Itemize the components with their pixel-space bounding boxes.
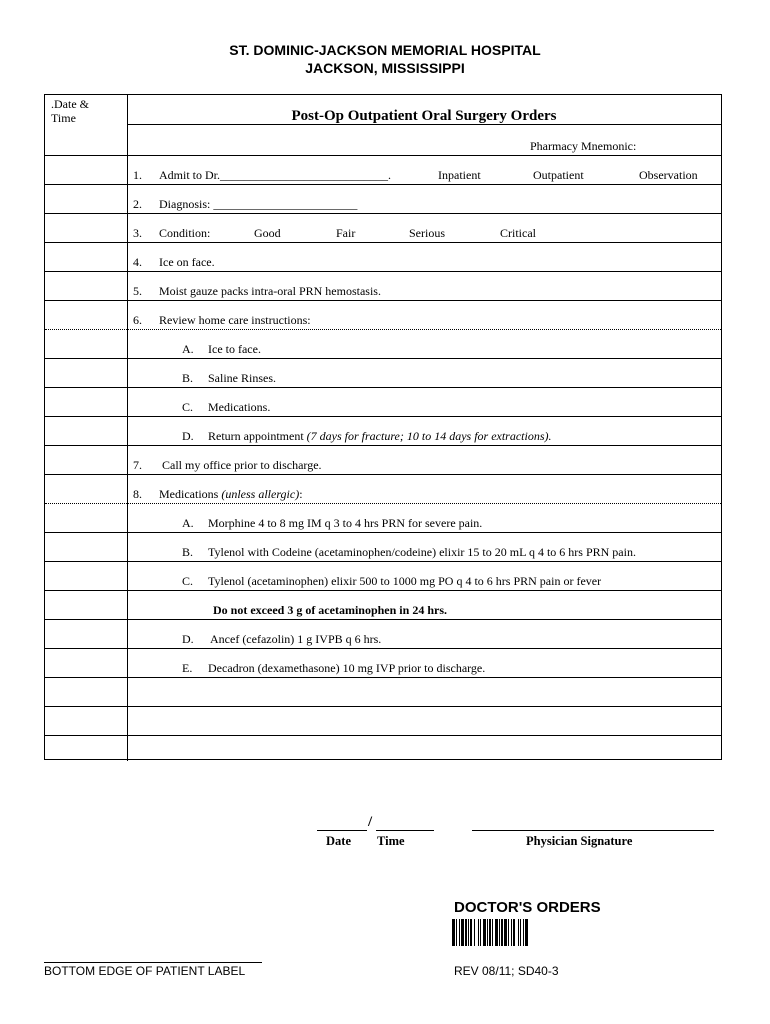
date-time-separator: / [368, 814, 373, 830]
form-title: Post-Op Outpatient Oral Surgery Orders [291, 108, 557, 124]
order-text: Call my office prior to discharge. [162, 458, 322, 472]
barcode-bar [523, 919, 524, 946]
admit-to-dr: Admit to Dr.____________________________. [159, 168, 392, 182]
order-text: Tylenol with Codeine (acetaminophen/codeine) elixir 15 to 20 mL q 4 to 6 hrs PRN pain. [208, 545, 636, 559]
sub-item-letter: B. [182, 545, 194, 559]
order-text: Return appointment (7 days for fracture; 10 to 14 days for extractions). [208, 429, 552, 443]
doctors-orders-title: DOCTOR'S ORDERS [454, 899, 601, 916]
condition-serious: Serious [409, 226, 445, 240]
barcode-bar [495, 919, 498, 946]
barcode-bar [520, 919, 521, 946]
barcode-bar [508, 919, 509, 946]
option-observation: Observation [639, 168, 698, 182]
barcode-bar [487, 919, 488, 946]
barcode-bar [489, 919, 491, 946]
condition-fair: Fair [336, 226, 356, 240]
sub-item-letter: D. [182, 429, 194, 443]
barcode-bar [474, 919, 475, 946]
hospital-location: JACKSON, MISSISSIPPI [305, 60, 465, 76]
acetaminophen-warning: Do not exceed 3 g of acetaminophen in 24 hrs. [213, 603, 447, 617]
sub-item-letter: A. [182, 342, 194, 356]
condition-critical: Critical [500, 226, 536, 240]
barcode-bar [511, 919, 512, 946]
date-column-divider [127, 95, 128, 761]
signature-line [472, 830, 714, 831]
sub-item-letter: B. [182, 371, 194, 385]
order-text: Ice to face. [208, 342, 261, 356]
option-outpatient: Outpatient [533, 168, 584, 182]
item-number: 2. [133, 197, 142, 211]
item-number: 1. [133, 168, 142, 182]
barcode-bar [501, 919, 503, 946]
order-text: Saline Rinses. [208, 371, 276, 385]
condition-label: Condition: [159, 226, 211, 240]
barcode-bar [452, 919, 455, 946]
date-label: .Date & [51, 97, 89, 111]
barcode-bar [499, 919, 500, 946]
barcode-bar [492, 919, 493, 946]
sub-item-letter: A. [182, 516, 194, 530]
barcode-bar [461, 919, 464, 946]
order-text: Medications. [208, 400, 271, 414]
item-number: 5. [133, 284, 142, 298]
hospital-name: ST. DOMINIC-JACKSON MEMORIAL HOSPITAL [229, 42, 541, 58]
item-number: 4. [133, 255, 142, 269]
physician-signature-label: Physician Signature [526, 834, 633, 848]
date-label: Date [326, 834, 351, 848]
barcode-bar [518, 919, 519, 946]
pharmacy-mnemonic-label: Pharmacy Mnemonic: [530, 139, 637, 153]
order-text: Ice on face. [159, 255, 215, 269]
barcode-bar [470, 919, 472, 946]
option-inpatient: Inpatient [438, 168, 481, 182]
order-text: Ancef (cefazolin) 1 g IVPB q 6 hrs. [210, 632, 382, 646]
barcode-bar [456, 919, 457, 946]
item-number: 3. [133, 226, 142, 240]
time-label: Time [51, 111, 76, 125]
order-text: Moist gauze packs intra-oral PRN hemostasis. [159, 284, 381, 298]
barcode-bar [459, 919, 460, 946]
barcode-bar [468, 919, 469, 946]
orders-table [44, 94, 722, 760]
time-label: Time [377, 834, 405, 848]
item-number: 6. [133, 313, 142, 327]
patient-label-line [44, 962, 262, 963]
barcode-bar [480, 919, 481, 946]
order-text: Review home care instructions: [159, 313, 311, 327]
item-number: 7. [133, 458, 142, 472]
sub-item-letter: D. [182, 632, 194, 646]
sub-item-letter: E. [182, 661, 193, 675]
date-line [317, 830, 367, 831]
barcode-bar [525, 919, 528, 946]
barcode [452, 919, 626, 946]
barcode-bar [513, 919, 515, 946]
order-text: Tylenol (acetaminophen) elixir 500 to 1000 mg PO q 4 to 6 hrs PRN pain or fever [208, 574, 602, 588]
condition-good: Good [254, 226, 281, 240]
sub-item-letter: C. [182, 574, 194, 588]
sub-item-letter: C. [182, 400, 194, 414]
revision-code: REV 08/11; SD40-3 [454, 964, 559, 978]
order-text: Decadron (dexamethasone) 10 mg IVP prior to discharge. [208, 661, 486, 675]
barcode-bar [504, 919, 507, 946]
barcode-bar [465, 919, 467, 946]
item-number: 8. [133, 487, 142, 501]
barcode-bar [483, 919, 486, 946]
diagnosis: Diagnosis: ________________________ [159, 197, 358, 211]
patient-label-edge-text: BOTTOM EDGE OF PATIENT LABEL [44, 964, 246, 978]
order-text: Morphine 4 to 8 mg IM q 3 to 4 hrs PRN for severe pain. [208, 516, 483, 530]
order-text: Medications (unless allergic): [159, 487, 303, 501]
time-line [376, 830, 434, 831]
barcode-bar [478, 919, 479, 946]
